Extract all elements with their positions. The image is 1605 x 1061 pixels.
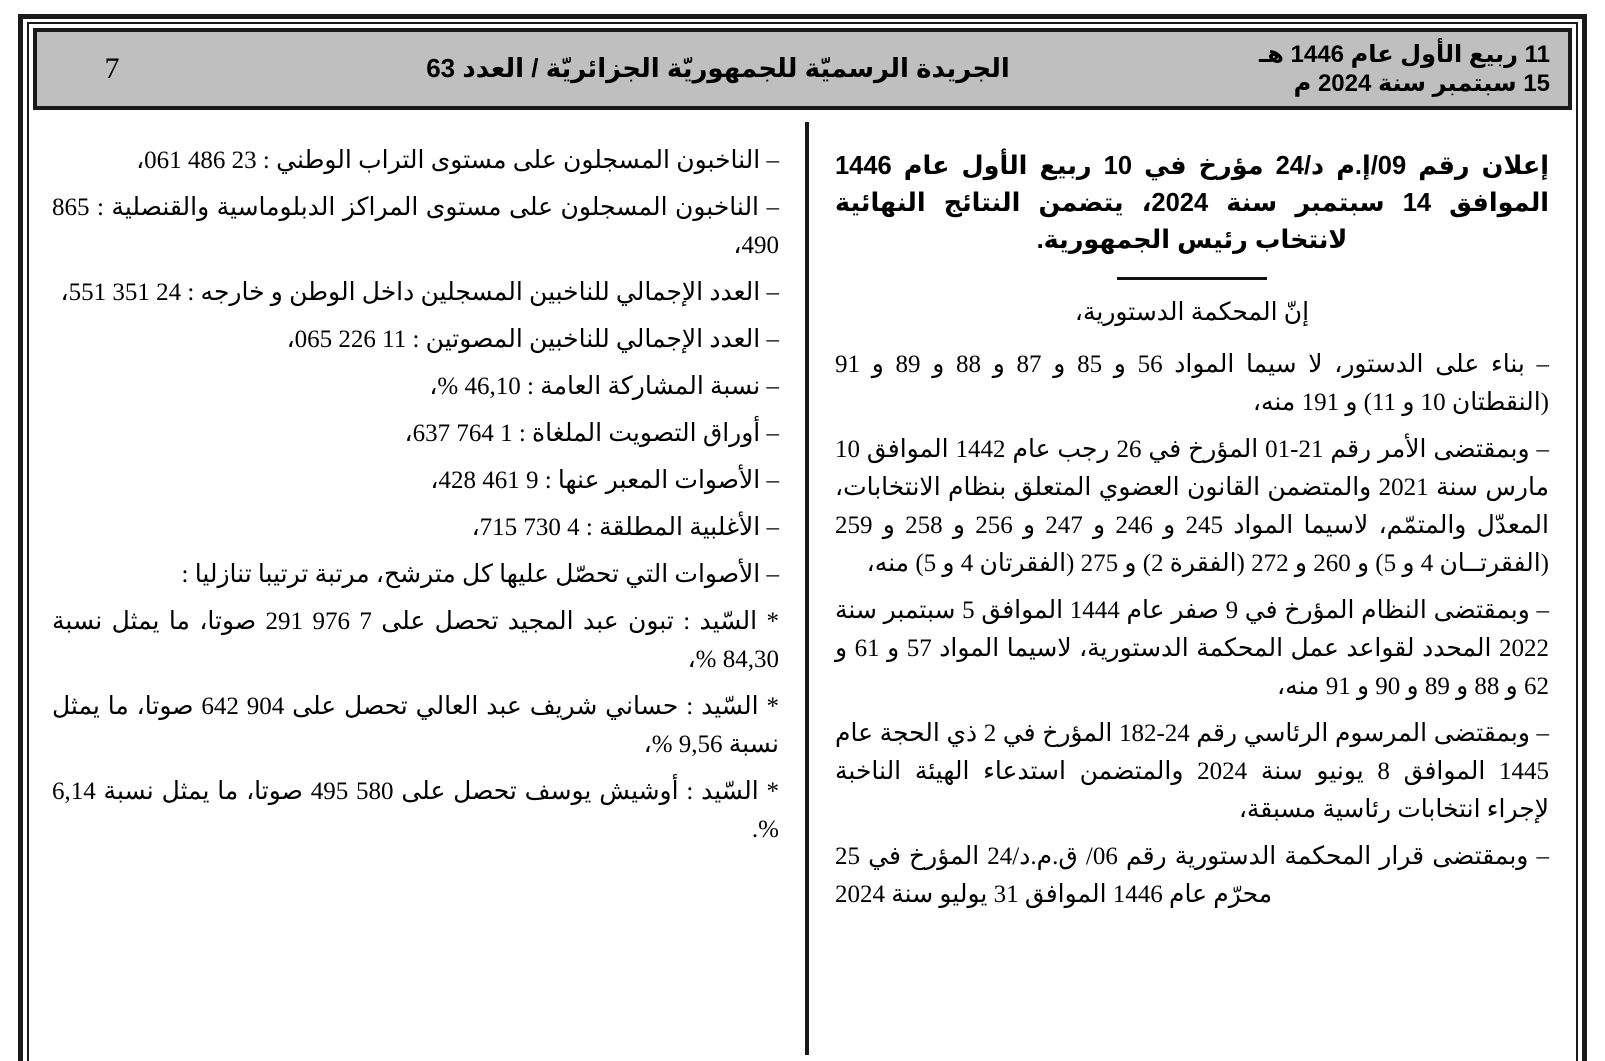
candidate-result: * السّيد : حساني شريف عبد العالي تحصل على 904 642 صوتا، ما يمثل نسبة 9,56 %، bbox=[52, 693, 779, 758]
result-line: – العدد الإجمالي للناخبين المصوتين : 11 226 065، bbox=[286, 326, 779, 353]
masthead-dates bbox=[1249, 40, 1568, 99]
whereas-clause: – وبمقتضى قرار المحكمة الدستورية رقم 06/ ق.م.د/24 المؤرخ في 25 محرّم عام 1446 الموافق 31 يوليو سنة 2024 bbox=[835, 842, 1549, 908]
masthead-date-hijri: 11 ربيع الأول عام 1446 هـ bbox=[1259, 40, 1550, 68]
whereas-clause: – وبمقتضى النظام المؤرخ في 9 صفر عام 1444 الموافق 5 سبتمبر سنة 2022 المحدد لقواعد عمل المحكمة الدستورية، لاسيما المواد 57 و 61 و 62 و 88 و 89 و 90 و 91 منه، bbox=[835, 596, 1549, 700]
result-line: – الأصوات المعبر عنها : 9 461 428، bbox=[430, 467, 779, 494]
candidate-result: * السّيد : تبون عبد المجيد تحصل على 7 976 291 صوتا، ما يمثل نسبة 84,30 %، bbox=[52, 608, 779, 673]
court-intro: إنّ المحكمة الدستورية، bbox=[1074, 298, 1310, 326]
result-line: – الناخبون المسجلون على مستوى التراب الوطني : 23 486 061، bbox=[136, 147, 779, 174]
masthead-date-gregorian: 15 سبتمبر سنة 2024 م bbox=[1293, 70, 1550, 97]
page-number: 7 bbox=[104, 52, 120, 85]
column-left bbox=[38, 122, 805, 1055]
column-right bbox=[805, 122, 1567, 1055]
whereas-clause: – وبمقتضى المرسوم الرئاسي رقم 24-182 المؤرخ في 2 ذي الحجة عام 1445 الموافق 8 يونيو سنة 2024 والمتضمن استدعاء الهيئة الناخبة لإجراء انتخابات رئاسية مسبقة، bbox=[835, 719, 1549, 823]
body-columns bbox=[38, 122, 1567, 1055]
result-line: – الناخبون المسجلون على مستوى المراكز الدبلوماسية والقنصلية : 865 490، bbox=[52, 194, 779, 259]
announcement-title: إعلان رقم 09/إ.م د/24 مؤرخ في 10 ربيع الأول عام 1446 الموافق 14 سبتمبر سنة 2024، يتضمن النتائج النهائية لانتخاب رئيس الجمهورية. bbox=[835, 152, 1550, 254]
result-line: – أوراق التصويت الملغاة : 1 764 637، bbox=[404, 420, 779, 447]
result-line: – العدد الإجمالي للناخبين المسجلين داخل الوطن و خارجه : 24 351 551، bbox=[60, 279, 779, 306]
title-divider bbox=[1117, 277, 1267, 280]
masthead-banner bbox=[33, 28, 1572, 110]
result-line: – الأغلبية المطلقة : 4 730 715، bbox=[471, 514, 779, 541]
result-line: – نسبة المشاركة العامة : 46,10 %، bbox=[429, 373, 779, 400]
whereas-clause: – بناء على الدستور، لا سيما المواد 56 و 85 و 87 و 88 و 89 و 91 (النقطتان 10 و 11) و 191 منه، bbox=[835, 350, 1550, 416]
whereas-clause: – وبمقتضى الأمر رقم 21-01 المؤرخ في 26 رجب عام 1442 الموافق 10 مارس سنة 2021 والمتضمن القانون العضوي المتعلق بنظام الانتخابات، المعدّل والمتمّم، لاسيما المواد 245 و 246 و 247 و 256 و 258 و 259 (الفقرتــان 4 و 5) و 260 و 272 (الفقرة 2) و 275 (الفقرتان 4 و 5) منه، bbox=[835, 435, 1549, 577]
candidate-result: * السّيد : أوشيش يوسف تحصل على 580 495 صوتا، ما يمثل نسبة 6,14 %. bbox=[52, 778, 779, 843]
masthead-title: الجريدة الرسميّة للجمهوريّة الجزائريّة / العدد 63 bbox=[426, 52, 1010, 83]
result-line: – الأصوات التي تحصّل عليها كل مترشح، مرتبة ترتيبا تنازليا : bbox=[181, 561, 779, 588]
